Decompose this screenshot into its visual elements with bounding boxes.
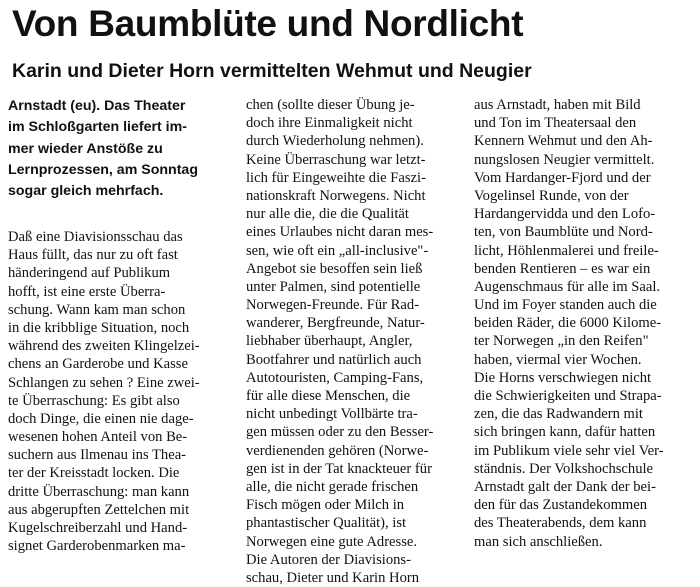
text-line: dritte Überraschung: man kann [8, 483, 190, 500]
lead-line: Arnstadt (eu). Das Theater [8, 98, 186, 114]
text-line: Arnstadt galt der Dank der bei- [474, 478, 656, 495]
text-line: für alle diese Menschen, die [246, 388, 411, 404]
text-line: den für das Zustandekommen [474, 497, 648, 514]
lead-line: mer wieder Anstöße zu [8, 140, 163, 157]
text-line: Und im Foyer standen auch die [474, 297, 657, 314]
column-3 [474, 96, 696, 551]
text-line: benden Rentieren – es war ein [474, 260, 651, 277]
text-line: händeringend auf Publikum [8, 265, 171, 282]
text-line: zen, die das Radwandern mit [474, 406, 643, 423]
text-line: signet Garderobenmarken ma- [8, 538, 186, 555]
text-line: schung. Wann kam man schon [8, 301, 186, 318]
text-line: eines Urlaubes nicht daran mes- [246, 224, 434, 241]
text-line: te Überraschung: Es gibt also [8, 392, 180, 409]
text-line: lich für Eingeweihte die Faszi- [246, 169, 426, 186]
text-line: aus abgerupften Zettelchen mit [8, 501, 190, 518]
text-line: gen müssen oder zu den Besser- [246, 424, 434, 441]
text-line: chens an Garderobe und Kasse [8, 356, 188, 373]
text-line: ständnis. Der Volkshochschule [474, 460, 654, 477]
text-line: doch Dinge, die einen nie dage- [8, 410, 194, 427]
text-line: man sich anschließen. [474, 533, 603, 550]
text-line: Die Autoren der Diavisions- [246, 551, 411, 568]
text-line: in die kribblige Situation, noch [8, 319, 190, 336]
text-line: Schlangen zu sehen ? Eine zwei- [8, 374, 200, 391]
text-line: Angebot sie besoffen sein ließ [246, 260, 423, 277]
text-line: Vom Hardanger-Fjord und der [474, 169, 651, 186]
text-line: durch Wiederholung nehmen). [246, 133, 424, 150]
text-line: Daß eine Diavisionsschau das [8, 229, 183, 245]
text-line: während des zweiten Klingelzei- [8, 338, 200, 355]
text-line: Norwegen eine gute Adresse. [246, 533, 418, 550]
lead-line: Lernprozessen, am Sonntag [8, 161, 198, 178]
text-line: schau, Dieter und Karin Horn [246, 569, 420, 586]
text-line: wesenen hohen Anteil von Be- [8, 429, 188, 446]
text-line: phantastischer Qualität), ist [246, 515, 407, 532]
text-line: sen, wie oft ein „all-inclusive"- [246, 242, 429, 259]
text-line: aus Arnstadt, haben mit Bild [474, 97, 641, 113]
lead-paragraph [8, 96, 230, 202]
text-line: ten, von Baumblüte und Nord- [474, 224, 653, 241]
text-line: nungslosen Neugier vermittelt. [474, 151, 655, 168]
text-line: Vogelinsel Runde, von der [474, 187, 629, 204]
lead-line: sogar gleich mehrfach. [8, 183, 164, 200]
text-line: hofft, ist eine erste Überra- [8, 283, 166, 300]
text-line: Augenschmaus für alle im Saal. [474, 278, 661, 295]
column-2 [246, 96, 468, 587]
text-line: suchern aus Ilmenau ins Thea- [8, 447, 187, 464]
text-line: und Ton im Theatersaal den [474, 115, 637, 132]
text-line: verdienenden gehören (Norwe- [246, 442, 429, 459]
text-line: Fisch mögen oder Milch in [246, 497, 405, 514]
text-line: beiden Räder, die 6000 Kilome- [474, 315, 662, 332]
text-line: alle, die nicht gerade frischen [246, 478, 419, 495]
text-line: Keine Überraschung war letzt- [246, 151, 426, 168]
text-line: Haus füllt, das nur zu oft fast [8, 247, 178, 264]
text-line: Die Horns verschwiegen nicht [474, 369, 652, 386]
text-line: Bootfahrer und natürlich auch [246, 351, 422, 368]
text-line: chen (sollte dieser Übung je- [246, 97, 415, 113]
text-line: ter der Kreisstadt locken. Die [8, 465, 180, 482]
text-line: haben, viermal vier Wochen. [474, 351, 642, 368]
column-1-body [8, 228, 230, 555]
lead-line: im Schloßgarten liefert im- [8, 119, 187, 136]
headline: Von Baumblüte und Nordlicht [12, 3, 524, 44]
text-line: des Theaterabends, dem kann [474, 515, 647, 532]
text-line: ter Norwegen „in den Reifen" [474, 333, 649, 350]
text-line: licht, Höhlenmalerei und freile- [474, 242, 659, 259]
text-line: gen ist in der Tat knackteuer für [246, 460, 432, 477]
text-line: nicht unbedingt Vollbärte tra- [246, 406, 418, 423]
text-line: nur alle die, die die Qualität [246, 206, 409, 223]
text-line: liebhaber überhaupt, Angler, [246, 333, 413, 350]
text-line: doch ihre Einmaligkeit nicht [246, 115, 413, 132]
text-line: Kennern Wehmut und den Ah- [474, 133, 653, 150]
text-line: Hardangervidda und den Lofo- [474, 206, 656, 223]
text-line: die Schwierigkeiten und Strapa- [474, 388, 662, 404]
text-line: im Publikum viele sehr viel Ver- [474, 442, 664, 459]
text-line: wanderer, Bergfreunde, Natur- [246, 315, 425, 332]
subheadline: Karin und Dieter Horn vermittelten Wehmut und Neugier [12, 60, 532, 82]
text-line: unter Palmen, sind potentielle [246, 278, 421, 295]
text-line: Kugelschreiberzahl und Hand- [8, 520, 188, 536]
text-line: Norwegen-Freunde. Für Rad- [246, 297, 420, 314]
text-line: sich bringen kann, dafür hatten [474, 424, 656, 441]
text-line: Autotouristen, Camping-Fans, [246, 369, 424, 386]
text-line: nationskraft Norwegens. Nicht [246, 187, 426, 204]
